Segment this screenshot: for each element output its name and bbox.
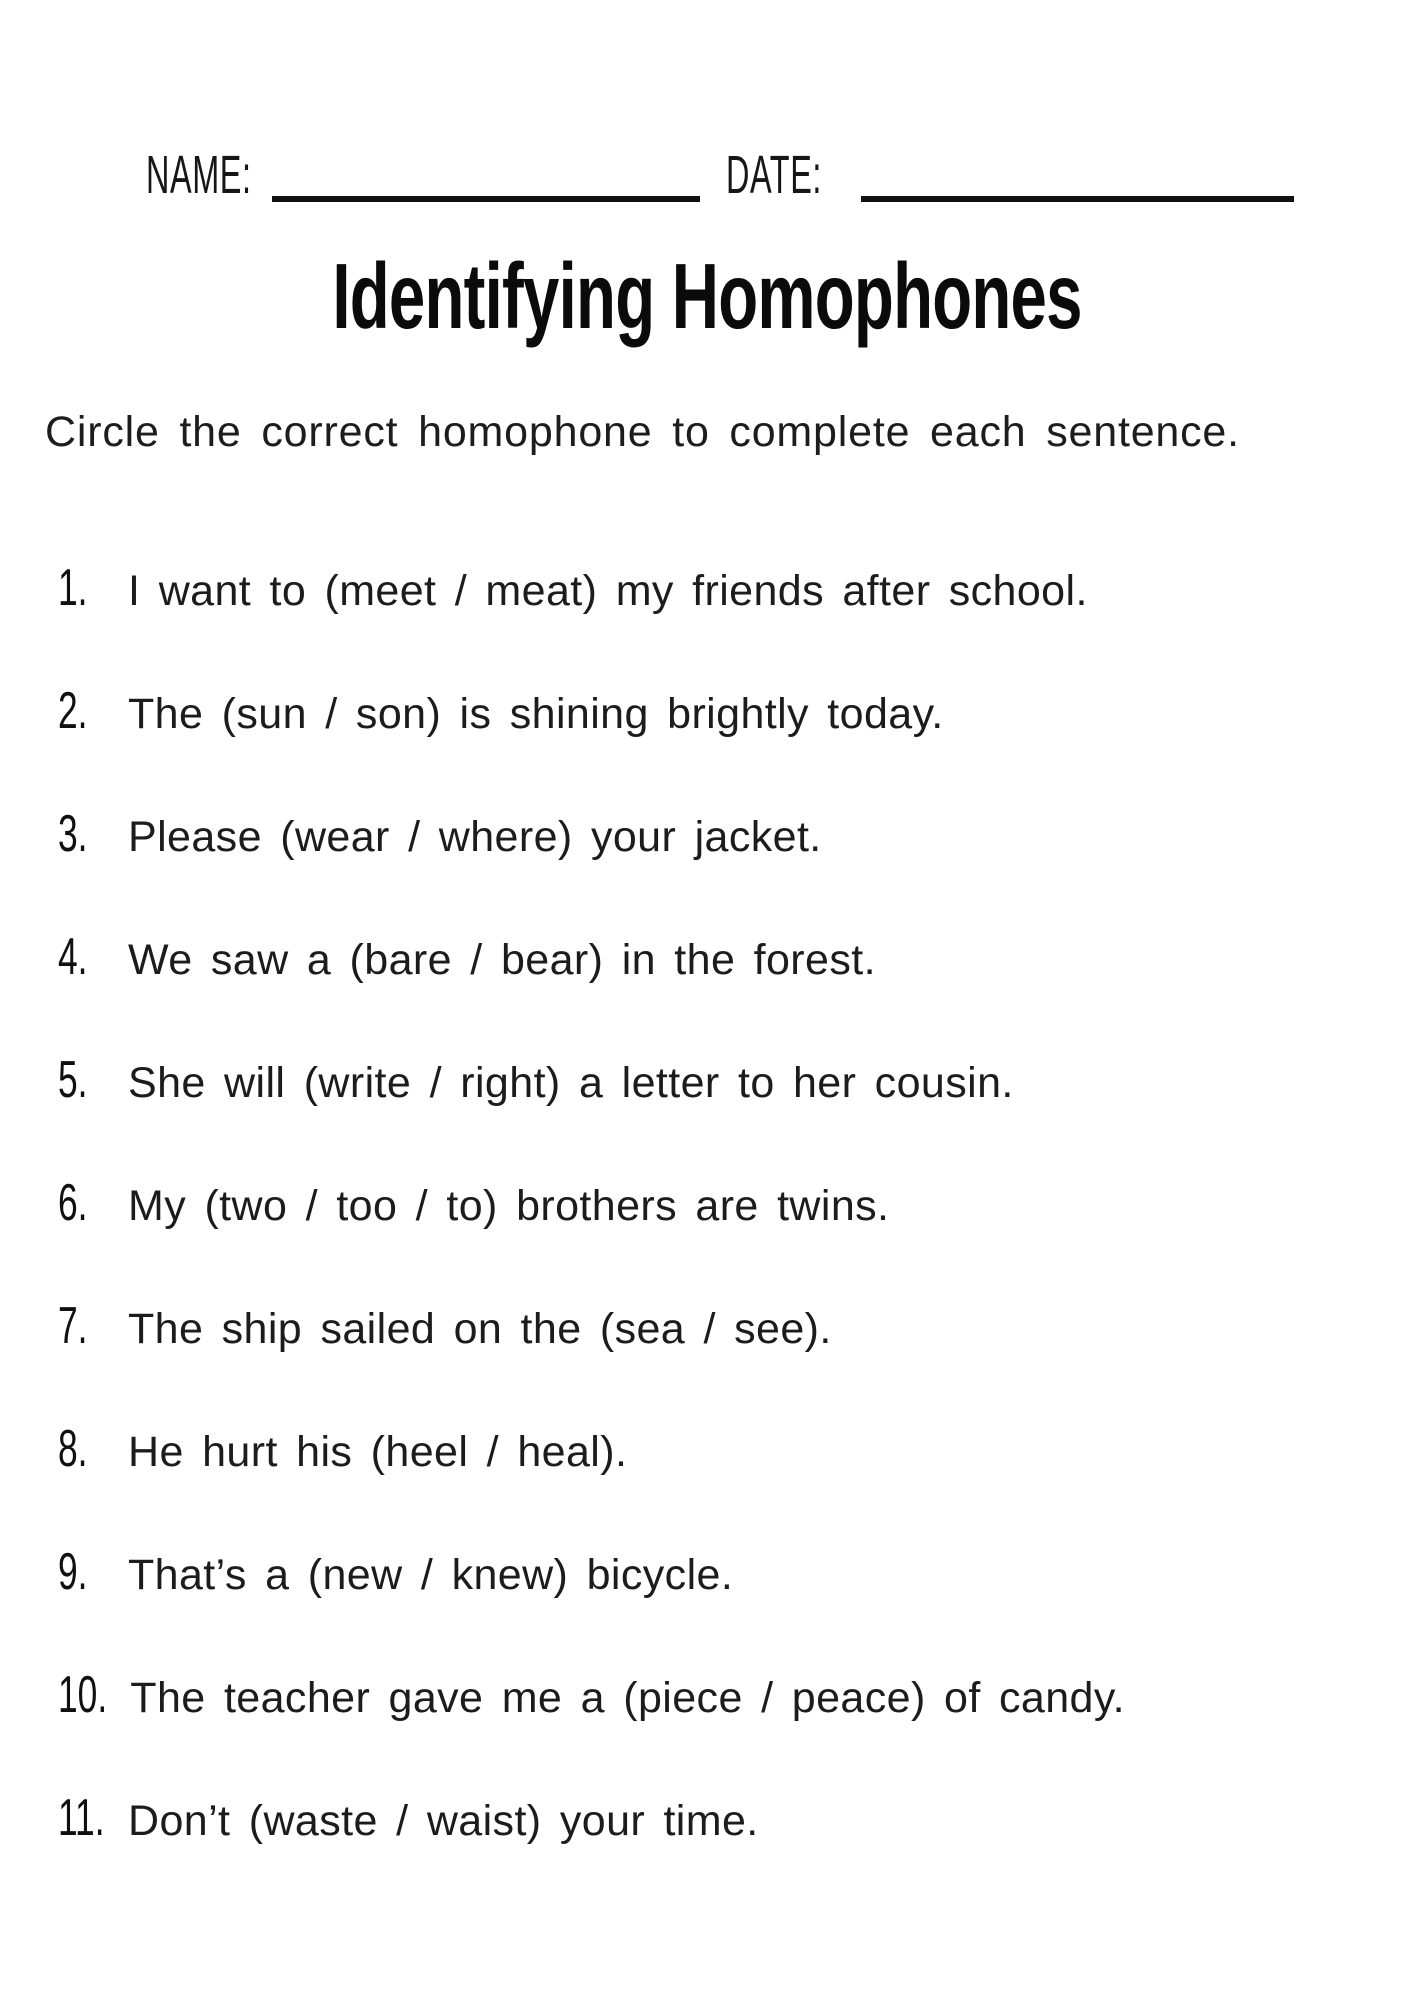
name-write-line — [272, 196, 700, 202]
question-number — [58, 1666, 130, 1724]
question-number — [58, 1297, 128, 1355]
question-text: That’s a (new / knew) bicycle. — [128, 1551, 734, 1599]
question-number-text: 3. — [58, 805, 88, 863]
page-title: Identifying Homophones — [332, 244, 1082, 349]
question-row — [58, 1789, 1374, 1852]
question-number — [58, 1420, 128, 1478]
question-text: He hurt his (heel / heal). — [128, 1428, 628, 1476]
question-number-text: 6. — [58, 1174, 88, 1232]
question-row — [58, 1174, 1374, 1237]
question-number — [58, 805, 128, 863]
question-number-text: 9. — [58, 1543, 88, 1601]
question-text: The (sun / son) is shining brightly today. — [128, 690, 944, 738]
question-text: The teacher gave me a (piece / peace) of candy. — [130, 1674, 1125, 1722]
question-number — [58, 1174, 128, 1232]
question-text: We saw a (bare / bear) in the forest. — [128, 936, 876, 984]
title-wrap — [0, 244, 1414, 349]
question-number-text: 8. — [58, 1420, 88, 1478]
question-row — [58, 1543, 1374, 1606]
question-number — [58, 1789, 128, 1847]
instructions-text: Circle the correct homophone to complete each sentence. — [45, 408, 1240, 456]
question-text: Don’t (waste / waist) your time. — [128, 1797, 759, 1845]
question-number — [58, 559, 128, 617]
question-number — [58, 1543, 128, 1601]
question-list — [58, 559, 1374, 1915]
question-row — [58, 1666, 1374, 1729]
question-text: I want to (meet / meat) my friends after school. — [128, 567, 1088, 615]
question-number-text: 1. — [58, 559, 88, 617]
date-field-label: DATE: — [726, 145, 823, 205]
question-row — [58, 928, 1374, 991]
question-number-text: 7. — [58, 1297, 88, 1355]
question-number-text: 2. — [58, 682, 88, 740]
header — [0, 145, 1414, 208]
question-row — [58, 559, 1374, 622]
date-write-line — [861, 196, 1294, 202]
question-text: My (two / too / to) brothers are twins. — [128, 1182, 890, 1230]
question-number — [58, 928, 128, 986]
question-number — [58, 682, 128, 740]
question-text: Please (wear / where) your jacket. — [128, 813, 822, 861]
name-field-label: NAME: — [146, 145, 252, 205]
question-number-text: 5. — [58, 1051, 88, 1109]
question-text: The ship sailed on the (sea / see). — [128, 1305, 832, 1353]
question-number-text: 4. — [58, 928, 88, 986]
question-row — [58, 805, 1374, 868]
question-row — [58, 682, 1374, 745]
question-number-text: 10. — [58, 1666, 108, 1724]
question-row — [58, 1297, 1374, 1360]
question-text: She will (write / right) a letter to her cousin. — [128, 1059, 1014, 1107]
question-number — [58, 1051, 128, 1109]
question-row — [58, 1051, 1374, 1114]
question-number-text: 11. — [58, 1789, 105, 1847]
question-row — [58, 1420, 1374, 1483]
